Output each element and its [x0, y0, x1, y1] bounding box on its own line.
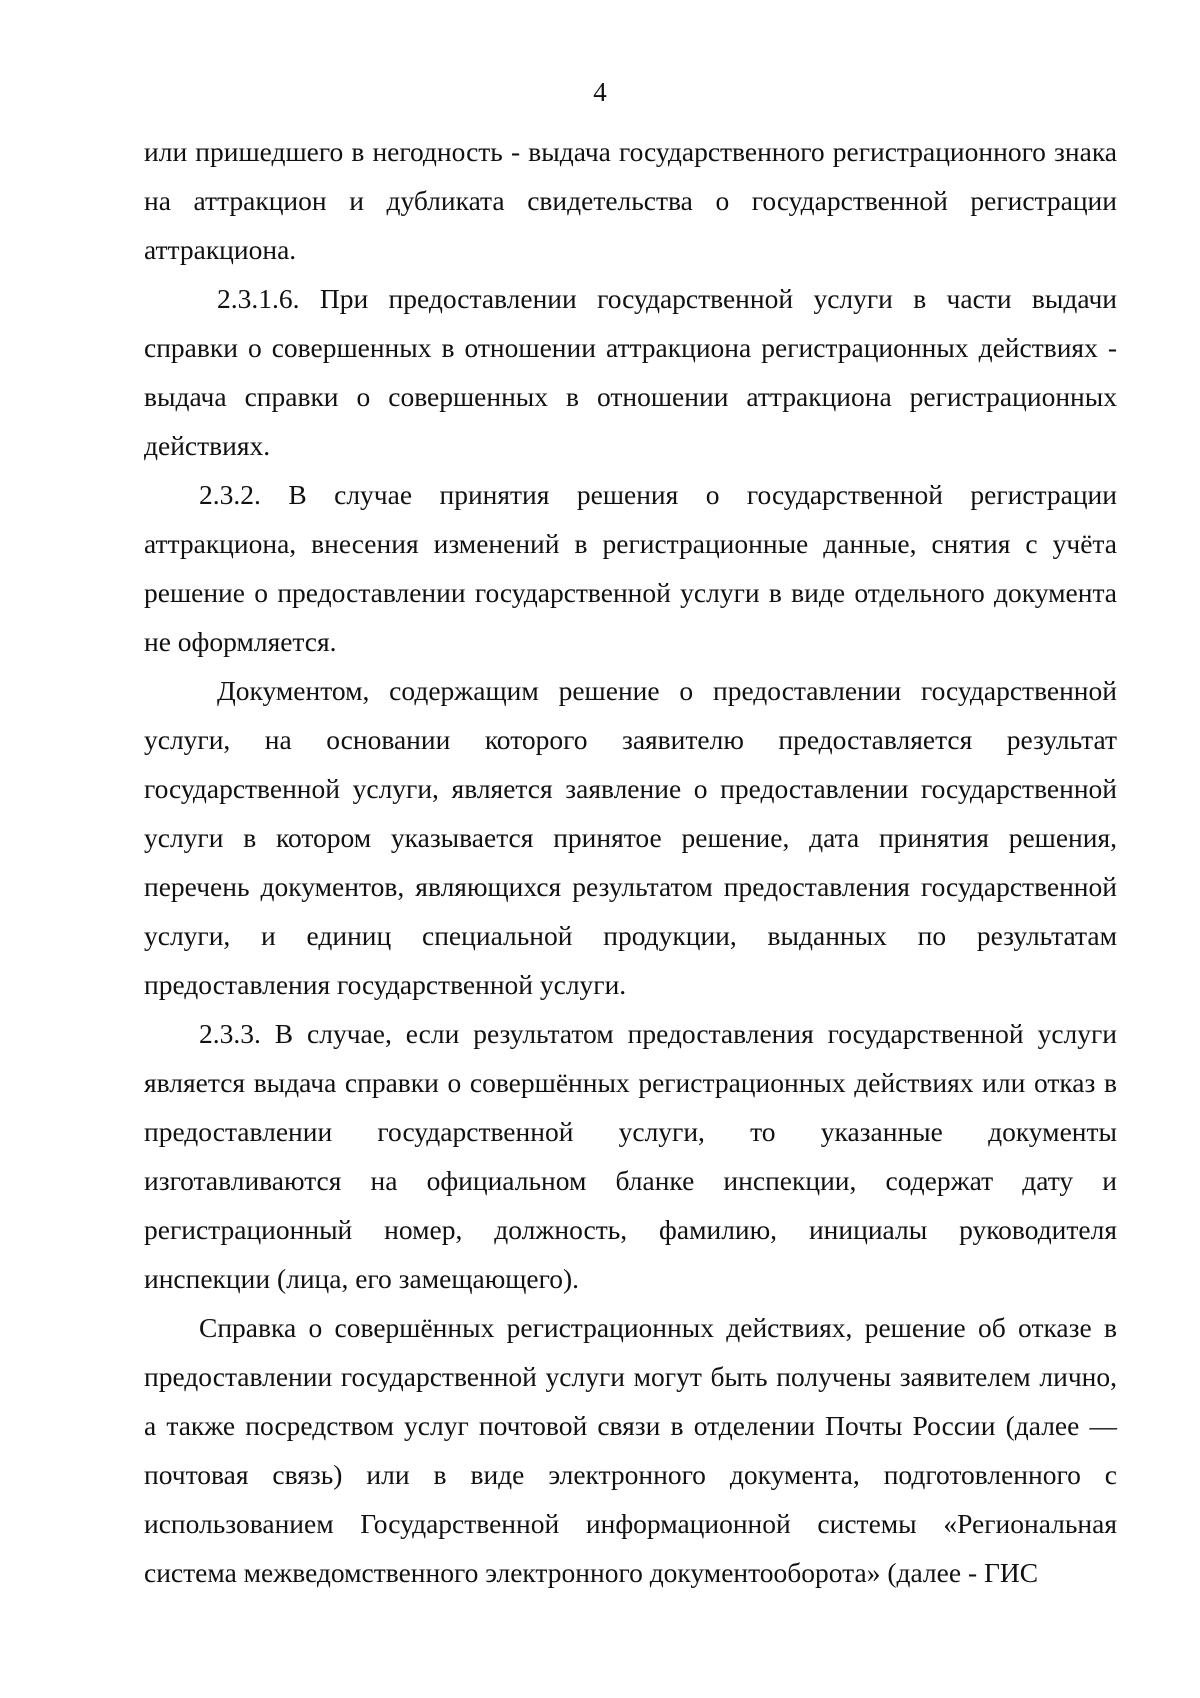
paragraph-continuation: или пришедшего в негодность - выдача государственного регистрационного знака на аттракцион и дубликата свидетельства о государственной регистрации аттракциона.: [144, 136, 1117, 265]
paragraph-2-3-2: 2.3.2. В случае принятия решения о государственной регистрации аттракциона, внесения изменений в регистрационные данные, снятия с учёта решение о предоставлении государственной услуги в виде отдельного документа не оформляется.: [144, 479, 1117, 657]
paragraph-certificate-delivery: Справка о совершённых регистрационных действиях, решение об отказе в предоставлении государственной услуги могут быть получены заявителем лично, а также посредством услуг почтовой связи в отделении Почты России (далее — почтовая связь) или в виде электронного документа, подготовленного с использованием Государственной информационной системы «Региональная система межведомственного электронного документооборота» (далее - ГИС: [144, 1312, 1117, 1588]
paragraph-decision-document: Документом, содержащим решение о предоставлении государственной услуги, на основании которого заявителю предоставляется результат государственной услуги, является заявление о предоставлении государственной услуги в котором указывается принятое решение, дата принятия решения, перечень документов, являющихся результатом предоставления государственной услуги, и единиц специальной продукции, выданных по результатам предоставления государственной услуги.: [144, 675, 1117, 1000]
paragraph-2-3-1-6: 2.3.1.6. При предоставлении государственной услуги в части выдачи справки о совершенных в отношении аттракциона регистрационных действиях - выдача справки о совершенных в отношении аттракциона регистрационных действиях.: [144, 283, 1117, 461]
paragraph-2-3-3: 2.3.3. В случае, если результатом предоставления государственной услуги является выдача справки о совершённых регистрационных действиях или отказ в предоставлении государственной услуги, то указанные документы изготавливаются на официальном бланке инспекции, содержат дату и регистрационный номер, должность, фамилию, инициалы руководителя инспекции (лица, его замещающего).: [144, 1018, 1117, 1294]
document-body: [144, 127, 1117, 1597]
page-number: 4: [593, 77, 607, 107]
